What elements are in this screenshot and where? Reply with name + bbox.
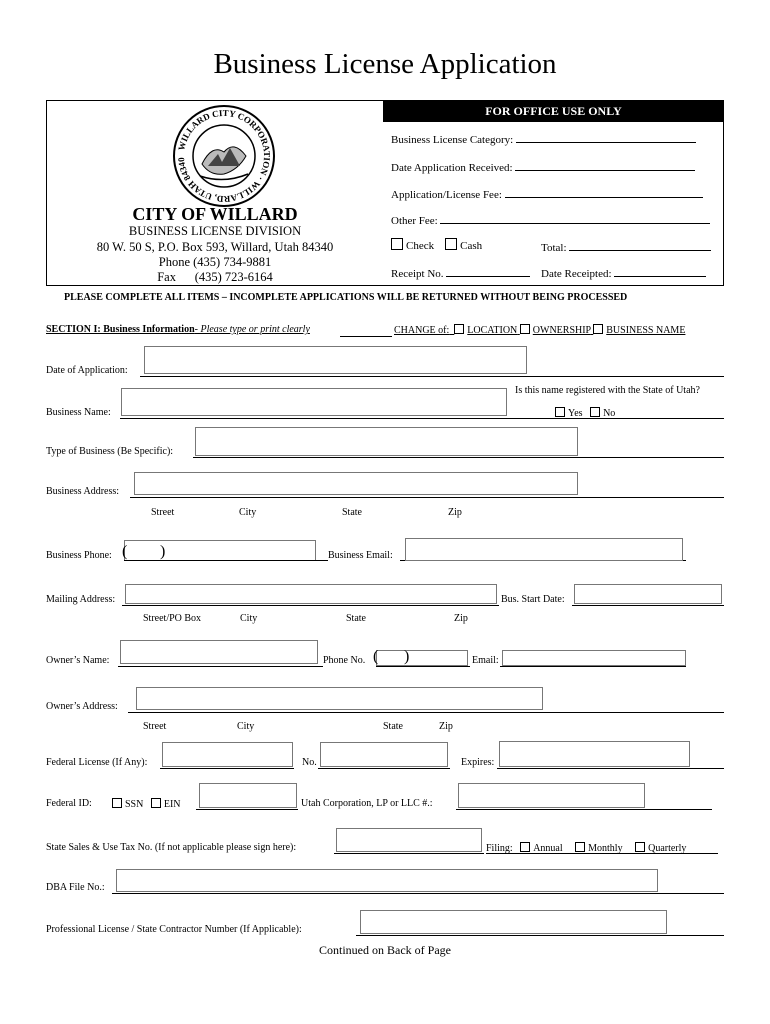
mailing-street-caption: Street/PO Box — [143, 613, 202, 624]
dba-input[interactable] — [116, 869, 658, 892]
check-checkbox[interactable] — [391, 238, 403, 250]
filing-annual-checkbox[interactable] — [520, 842, 530, 852]
business-email-label: Business Email: — [328, 550, 393, 561]
payment-row: Check Cash — [391, 238, 482, 252]
federal-license-no-input[interactable] — [320, 742, 448, 767]
city-phone: Phone (435) 734-9881 — [158, 255, 272, 269]
federal-id-label: Federal ID: — [46, 798, 92, 809]
business-address-input[interactable] — [134, 472, 578, 495]
professional-license-label: Professional License / State Contractor Number (If Applicable): — [46, 924, 302, 935]
mailing-zip-caption: Zip — [454, 613, 468, 624]
filing-monthly-checkbox[interactable] — [575, 842, 585, 852]
mailing-city-caption: City — [240, 613, 258, 624]
city-fax: Fax (435) 723-6164 — [157, 270, 273, 284]
business-name-label: Business Name: — [46, 407, 111, 418]
total-line[interactable] — [569, 240, 711, 251]
owner-email-input[interactable] — [502, 650, 686, 666]
owners-name-input[interactable] — [120, 640, 318, 664]
filing-row: Filing: Annual Monthly Quarterly — [486, 843, 687, 854]
section1-heading: SECTION I: Business Information- Please type or print clearly — [46, 324, 310, 335]
city-name: CITY OF WILLARD — [132, 204, 298, 224]
federal-license-no-label: No. — [302, 757, 317, 768]
type-of-business-label: Type of Business (Be Specific): — [46, 446, 174, 457]
expires-label: Expires: — [461, 757, 495, 768]
category-line[interactable] — [516, 132, 696, 143]
mailing-address-label: Mailing Address: — [46, 594, 116, 605]
filing-quarterly-checkbox[interactable] — [635, 842, 645, 852]
bus-start-date-label: Bus. Start Date: — [501, 594, 565, 605]
page-title: Business License Application — [213, 48, 557, 80]
location-checkbox[interactable] — [454, 324, 464, 334]
date-of-application-label: Date of Application: — [46, 365, 128, 376]
owner-phone-input[interactable] — [376, 650, 468, 666]
registered-yes-checkbox[interactable] — [555, 407, 565, 417]
cash-checkbox[interactable] — [445, 238, 457, 250]
seal-text: WILLARD CITY CORPORATION · WILLARD, UTAH 84340 — [175, 107, 273, 205]
change-of-row: CHANGE of: LOCATION OWNERSHIP BUSINESS NAME — [394, 325, 686, 336]
other-fee-line[interactable] — [440, 213, 710, 224]
federal-id-options: SSN EIN — [112, 798, 181, 810]
federal-license-input[interactable] — [162, 742, 293, 767]
business-phone-input[interactable] — [124, 540, 316, 561]
owners-address-label: Owner’s Address: — [46, 701, 118, 712]
owner-phone-label: Phone No. — [323, 655, 366, 666]
date-of-application-input[interactable] — [144, 346, 527, 374]
mailing-state-caption: State — [346, 613, 366, 624]
federal-id-input[interactable] — [199, 783, 297, 808]
registered-options: Yes No — [555, 407, 615, 419]
office-use-heading: FOR OFFICE USE ONLY — [383, 100, 724, 122]
office-receipt: Receipt No. — [391, 266, 530, 280]
owner-phone-open-paren: ( — [373, 648, 379, 665]
professional-license-input[interactable] — [360, 910, 667, 934]
receipt-line[interactable] — [446, 266, 530, 277]
federal-license-label: Federal License (If Any): — [46, 757, 148, 768]
registered-question: Is this name registered with the State of Utah? — [515, 385, 700, 396]
phone-open-paren: ( — [122, 543, 128, 560]
owner-phone-close-paren: ) — [404, 648, 410, 665]
utah-corp-label: Utah Corporation, LP or LLC #.: — [301, 798, 433, 809]
owner-city-caption: City — [237, 721, 255, 732]
fee-line[interactable] — [505, 187, 703, 198]
utah-corp-input[interactable] — [458, 783, 645, 808]
mailing-address-input[interactable] — [125, 584, 497, 604]
owner-email-label: Email: — [472, 655, 499, 666]
state-sales-tax-input[interactable] — [336, 828, 482, 852]
registered-no-checkbox[interactable] — [590, 407, 600, 417]
continued-footer: Continued on Back of Page — [319, 943, 451, 957]
division-name: BUSINESS LICENSE DIVISION — [128, 224, 302, 238]
bus-start-date-input[interactable] — [574, 584, 722, 604]
date-receipted-line[interactable] — [614, 266, 706, 277]
address-city-caption: City — [239, 507, 257, 518]
ownership-checkbox[interactable] — [520, 324, 530, 334]
owner-zip-caption: Zip — [439, 721, 453, 732]
address-street-caption: Street — [151, 507, 175, 518]
date-received-line[interactable] — [515, 160, 695, 171]
owner-street-caption: Street — [143, 721, 167, 732]
office-other-fee: Other Fee: — [391, 213, 710, 227]
business-name-input[interactable] — [121, 388, 507, 416]
office-date-receipted: Date Receipted: — [541, 266, 706, 280]
office-fee: Application/License Fee: — [391, 187, 703, 201]
phone-close-paren: ) — [160, 543, 166, 560]
city-seal-icon — [172, 104, 276, 208]
notice-text: PLEASE COMPLETE ALL ITEMS – INCOMPLETE APPLICATIONS WILL BE RETURNED WITHOUT BEING PROCESSED — [64, 292, 628, 303]
office-category: Business License Category: — [391, 132, 696, 146]
owners-name-label: Owner’s Name: — [46, 655, 110, 666]
office-date-received: Date Application Received: — [391, 160, 695, 174]
ein-checkbox[interactable] — [151, 798, 161, 808]
city-address: 80 W. 50 S, P.O. Box 593, Willard, Utah 84340 — [96, 240, 334, 254]
address-state-caption: State — [342, 507, 362, 518]
ssn-checkbox[interactable] — [112, 798, 122, 808]
dba-label: DBA File No.: — [46, 882, 105, 893]
owners-address-input[interactable] — [136, 687, 543, 710]
business-email-input[interactable] — [405, 538, 683, 561]
business-name-checkbox[interactable] — [593, 324, 603, 334]
type-of-business-input[interactable] — [195, 427, 578, 456]
expires-input[interactable] — [499, 741, 690, 767]
address-zip-caption: Zip — [448, 507, 462, 518]
business-address-label: Business Address: — [46, 486, 120, 497]
office-total: Total: — [541, 240, 711, 254]
owner-state-caption: State — [383, 721, 403, 732]
business-phone-label: Business Phone: — [46, 550, 112, 561]
state-sales-tax-label: State Sales & Use Tax No. (If not applicable please sign here): — [46, 842, 297, 853]
